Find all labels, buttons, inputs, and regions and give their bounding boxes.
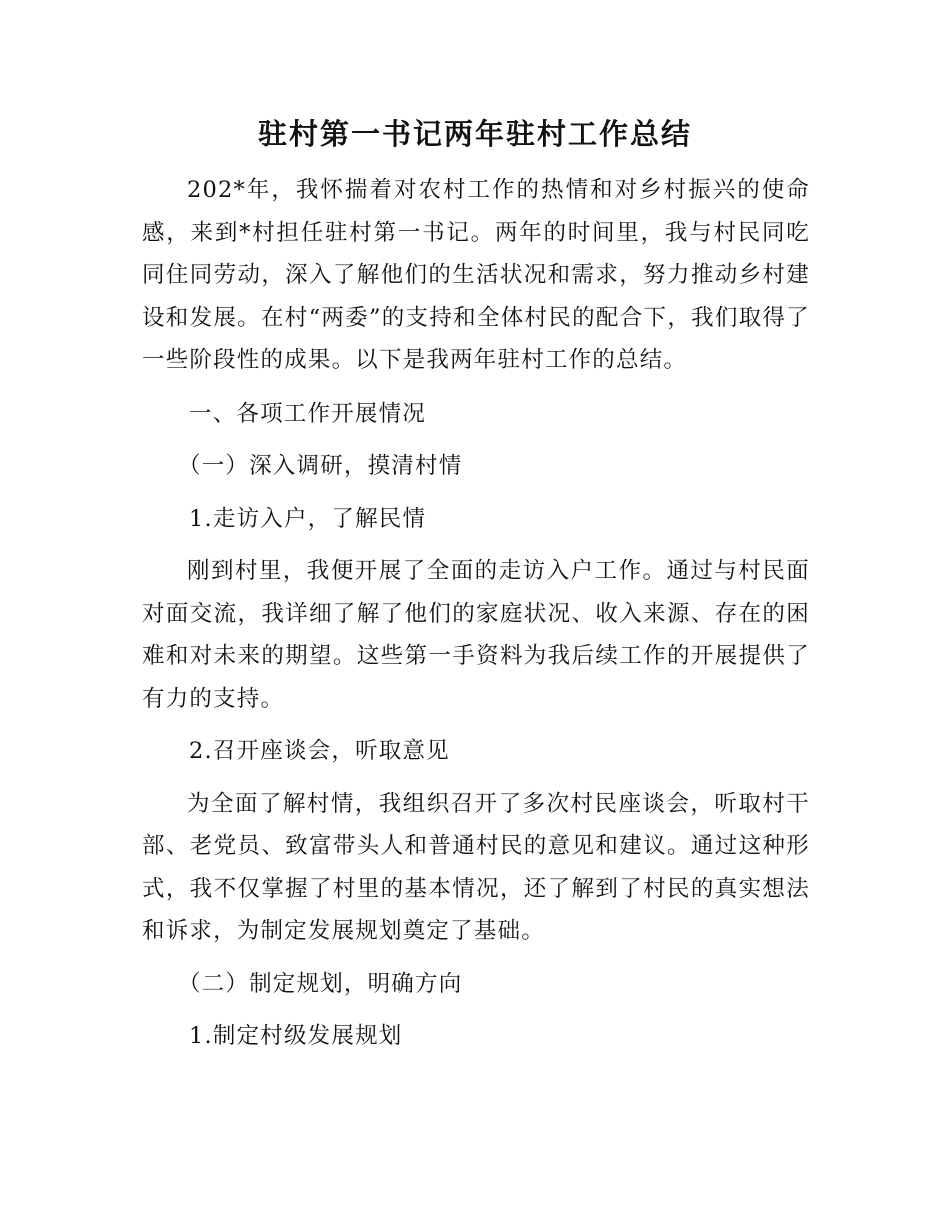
spacer — [142, 540, 810, 550]
spacer — [142, 773, 810, 783]
item-paragraph: 为全面了解村情，我组织召开了多次村民座谈会，听取村干部、老党员、致富带头人和普通村民的意见和建议。通过这种形式，我不仅掌握了村里的基本情况，还了解到了村民的真实想法和诉求，为制定发展规划奠定了基础。 — [142, 790, 810, 944]
item-heading: 1.走访入户，了解民情 — [189, 505, 427, 532]
spacer — [142, 720, 810, 730]
intro-paragraph: 202*年，我怀揣着对农村工作的热情和对乡村振兴的使命感，来到*村担任驻村第一书记。两年的时间里，我与村民同吃同住同劳动，深入了解他们的生活状况和需求，努力推动乡村建设和发展。在村“两委”的支持和全体村民的配合下，我们取得了一些阶段性的成果。以下是我两年驻村工作的总结。 — [142, 177, 810, 373]
spacer — [142, 1005, 810, 1015]
subsection-heading: （二）制定规划，明确方向 — [178, 970, 463, 997]
spacer — [142, 435, 810, 445]
section-heading: 一、各项工作开展情况 — [189, 400, 427, 427]
item-paragraph: 刚到村里，我便开展了全面的走访入户工作。通过与村民面对面交流，我详细了解了他们的家庭状况、收入来源、存在的困难和对未来的期望。这些第一手资料为我后续工作的开展提供了有力的支持。 — [142, 558, 810, 712]
item-heading: 1.制定村级发展规划 — [189, 1023, 403, 1049]
document-body — [142, 169, 810, 1058]
spacer — [142, 488, 810, 498]
subsection-heading: （一）深入调研，摸清村情 — [178, 453, 463, 479]
spacer — [142, 953, 810, 963]
spacer — [142, 382, 810, 393]
item-heading: 2.召开座谈会，听取意见 — [189, 738, 450, 764]
document-title: 驻村第一书记两年驻村工作总结 — [257, 117, 692, 151]
